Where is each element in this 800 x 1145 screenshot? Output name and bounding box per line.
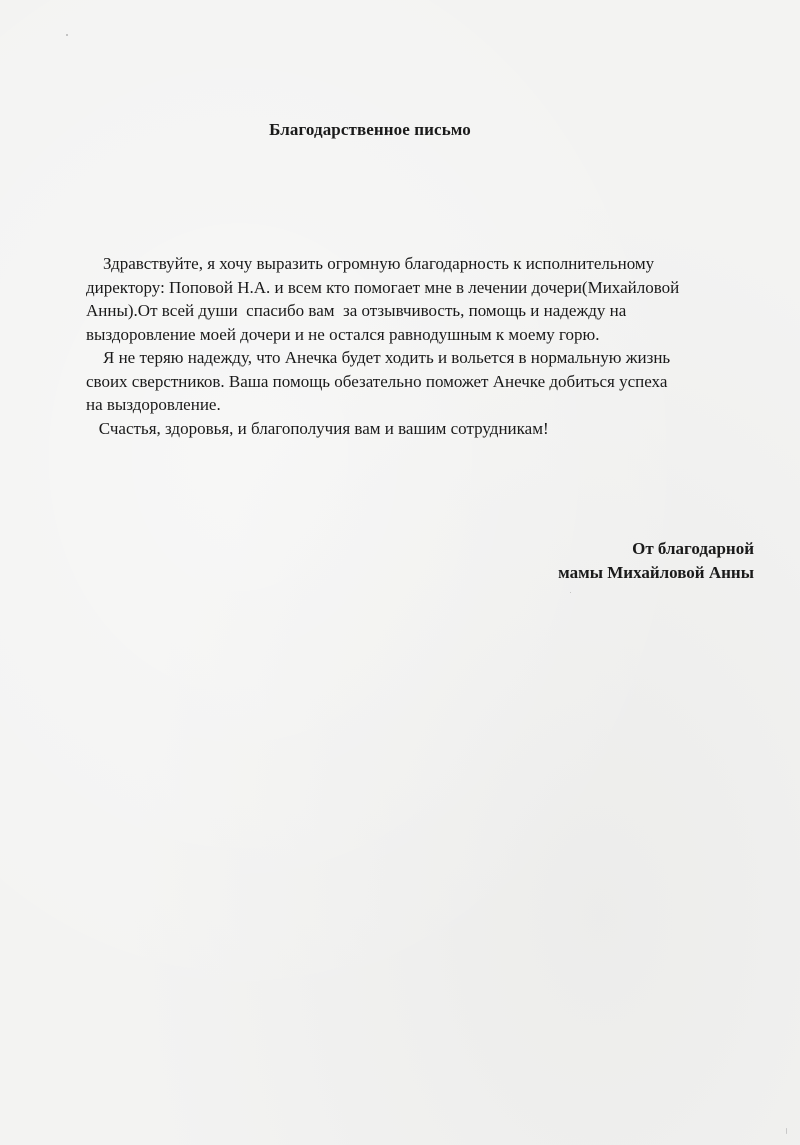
body-line: своих сверстников. Ваша помощь обезательно поможет Анечке добиться успеха <box>86 371 668 391</box>
body-line: Счастья, здоровья, и благополучия вам и вашим сотрудникам! <box>86 418 549 438</box>
body-line: директору: Поповой Н.А. и всем кто помогает мне в лечении дочери(Михайловой <box>86 277 680 297</box>
letter-title: Благодарственное письмо <box>269 120 471 139</box>
signature-line-2: мамы Михайловой Анны <box>558 562 754 582</box>
signature-block <box>558 537 754 584</box>
paper-speck <box>66 34 68 36</box>
body-line: на выздоровление. <box>86 395 221 414</box>
paper-speck <box>570 592 571 593</box>
body-line: выздоровление моей дочери и не остался равнодушным к моему горю. <box>86 324 600 344</box>
paragraph-greeting <box>86 252 756 346</box>
body-line: Анны).От всей души спасибо вам за отзывчивость, помощь и надежду на <box>86 301 627 320</box>
paragraph-wishes <box>86 417 756 441</box>
paper-speck <box>786 1128 787 1134</box>
letter-body <box>86 252 756 440</box>
body-line: Здравствуйте, я хочу выразить огромную благодарность к исполнительному <box>86 254 655 273</box>
body-line: Я не теряю надежду, что Анечка будет ходить и вольется в нормальную жизнь <box>86 348 671 367</box>
paragraph-hope <box>86 346 756 417</box>
signature-line-1: От благодарной <box>632 539 754 558</box>
